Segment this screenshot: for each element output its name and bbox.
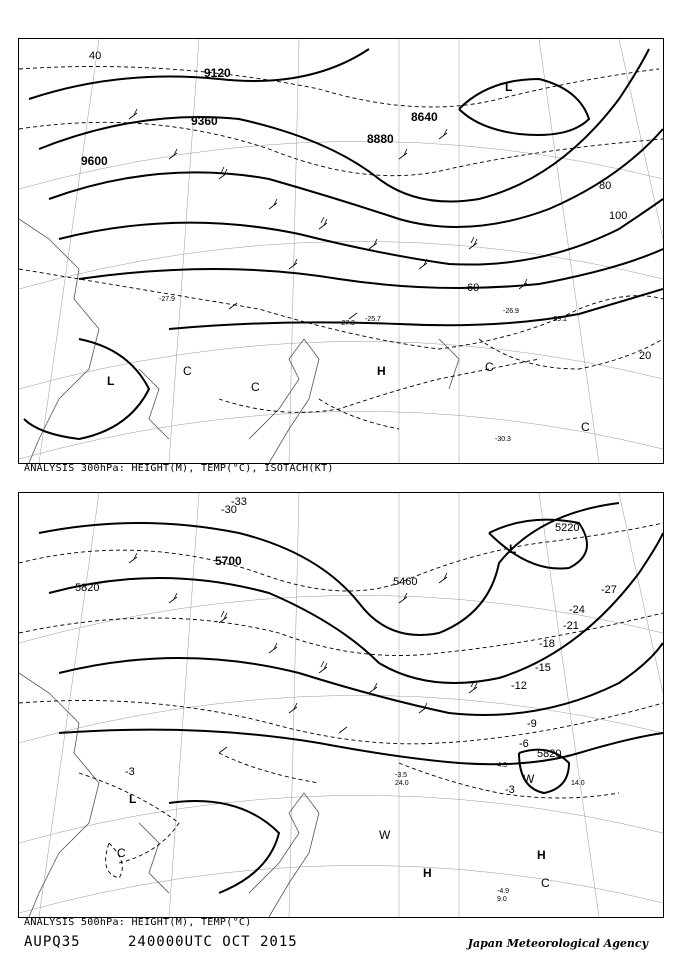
high-center-symbol: H (377, 364, 386, 378)
cold-center-symbol: C (251, 380, 260, 394)
warm-center-symbol: W (523, 772, 535, 786)
temp-label: -3.5 (395, 772, 408, 779)
height-label: 5460 (393, 576, 418, 588)
isotherm-label: -9 (527, 718, 537, 730)
cold-center-symbol: C (485, 360, 494, 374)
wind-barbs (129, 553, 477, 753)
temp-label: -26.9 (503, 308, 519, 315)
map-panel-500hpa (18, 492, 664, 918)
height-label: 9120 (204, 66, 231, 80)
agency-credit: Japan Meteorological Agency (467, 937, 648, 950)
isotach-label: 40 (89, 50, 102, 62)
height-contours (24, 49, 663, 439)
temp-label: -4.9 (497, 888, 510, 895)
height-label: 5220 (555, 522, 580, 534)
isotherm-label: -33 (231, 496, 247, 508)
temp-label: 24.0 (395, 780, 409, 787)
cold-center-symbol: C (541, 876, 550, 890)
valid-time: 240000UTC OCT 2015 (128, 934, 298, 950)
high-center-symbol: H (423, 866, 432, 880)
isotach-label: 60 (467, 282, 480, 294)
temp-label: -29.1 (551, 316, 567, 323)
isotherm-label: -18 (539, 638, 555, 650)
height-label: 9360 (191, 114, 218, 128)
map-panel-300hpa (18, 38, 664, 464)
map-300hpa-svg (19, 39, 663, 463)
low-center-symbol: L (107, 374, 115, 388)
isotach-label: 20 (639, 350, 652, 362)
height-label: 5700 (215, 554, 242, 568)
height-label: 9600 (81, 154, 108, 168)
height-label: 5820 (75, 582, 100, 594)
isotherm-label: -6 (519, 738, 529, 750)
map-500hpa-svg (19, 493, 663, 917)
temp-label: -30.3 (495, 436, 511, 443)
temp-label: 14.0 (571, 780, 585, 787)
isotherm-label: -27 (601, 584, 617, 596)
isotherm-label: -3 (505, 784, 515, 796)
isotherm-label: -30 (221, 504, 237, 516)
isotach-label: 100 (609, 210, 628, 222)
temp-label: -4.3 (495, 762, 508, 769)
isotach-dashed (19, 67, 663, 430)
isotherm-dashed (19, 523, 663, 878)
graticule (19, 493, 663, 917)
panel-caption-300hpa: ANALYSIS 300hPa: HEIGHT(M), TEMP(°C), ISOTACH(KT) (24, 463, 334, 474)
low-center-symbol: L (129, 792, 137, 806)
cold-center-symbol: C (117, 846, 126, 860)
chart-id: AUPQ35 (24, 934, 81, 950)
panel-caption-500hpa: ANALYSIS 500hPa: HEIGHT(M), TEMP(°C) (24, 917, 252, 928)
cold-center-symbol: C (183, 364, 192, 378)
low-center-symbol: L (509, 542, 517, 556)
height-contours (39, 503, 663, 893)
isotach-label: 80 (599, 180, 612, 192)
temp-label: -27.3 (339, 320, 355, 327)
isotherm-label: -12 (511, 680, 527, 692)
isotherm-label: -15 (535, 662, 551, 674)
temp-label: 9.0 (497, 896, 507, 903)
temp-label: -27.9 (159, 296, 175, 303)
temp-label: -25.7 (365, 316, 381, 323)
low-center-symbol: L (505, 80, 513, 94)
isotherm-label: -24 (569, 604, 585, 616)
cold-center-symbol: C (581, 420, 590, 434)
isotherm-label: -21 (563, 620, 579, 632)
height-label: 8640 (411, 110, 438, 124)
height-label: 8880 (367, 132, 394, 146)
height-label: 5820 (537, 748, 562, 760)
isotherm-label: -3 (125, 766, 135, 778)
high-center-symbol: H (537, 848, 546, 862)
warm-center-symbol: W (379, 828, 391, 842)
